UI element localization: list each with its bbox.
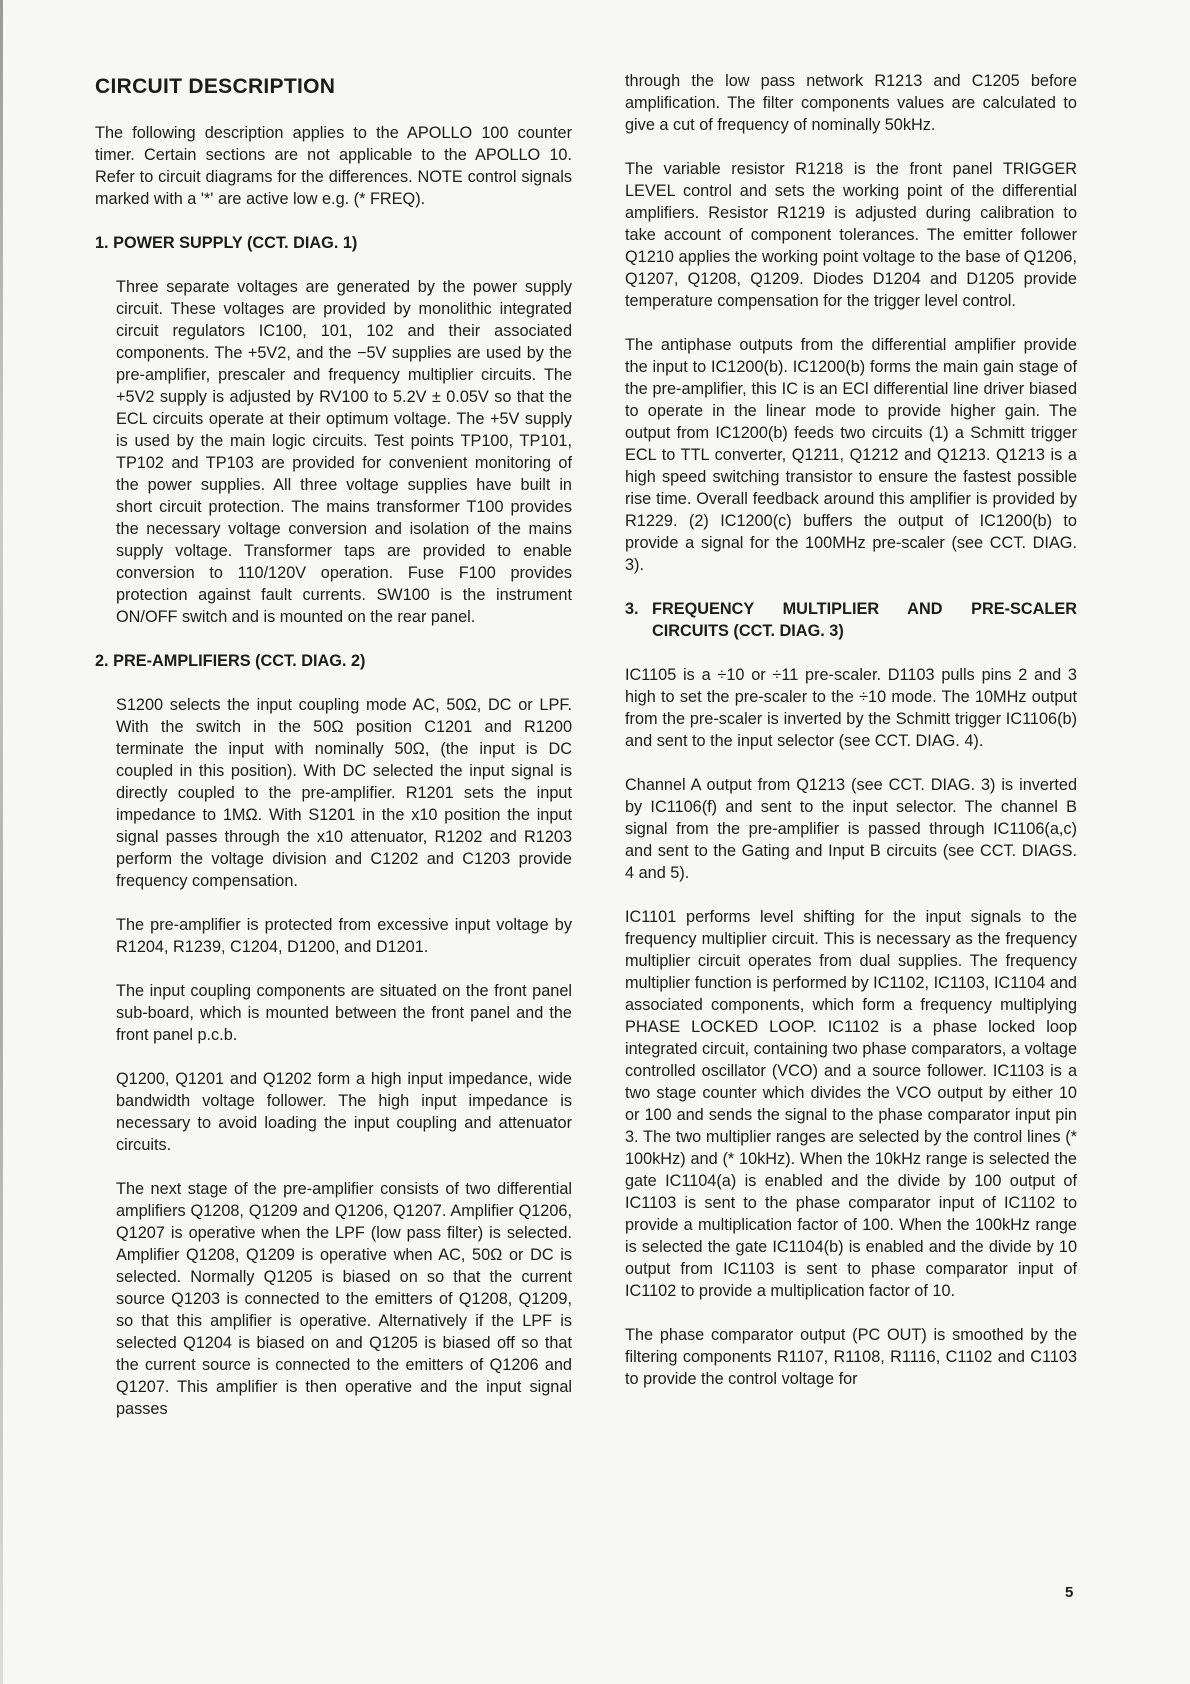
section-2-paragraph-4: Q1200, Q1201 and Q1202 form a high input impedance, wide bandwidth voltage follower. The high input impedance is necessary to avoid loading the input coupling and attenuator circuits. (116, 1070, 572, 1154)
page-number: 5 (1065, 1584, 1074, 1601)
left-column (95, 70, 572, 1442)
section-2-paragraph-3: The input coupling components are situated on the front panel sub-board, which is mounted between the front panel and the front panel p.c.b. (116, 982, 572, 1044)
section-2-paragraph-2: The pre-amplifier is protected from excessive input voltage by R1204, R1239, C1204, D1200, and D1201. (116, 916, 572, 956)
page-title: CIRCUIT DESCRIPTION (95, 75, 336, 98)
section-2-continued-paragraph-3: The antiphase outputs from the differential amplifier provide the input to IC1200(b). IC1200(b) forms the main gain stage of the pre-amplifier, this IC is an ECl differential line driver biased to operate in the linear mode to provide higher gain. The output from IC1200(b) feeds two circuits (1) a Schmitt trigger ECL to TTL converter, Q1211, Q1212 and Q1213. Q1213 is a high speed switching transistor to ensure the fastest possible rise time. Overall feedback around this amplifier is provided by R1229. (2) IC1200(c) buffers the output of IC1200(b) to provide a signal for the 100MHz pre-scaler (see CCT. DIAG. 3). (625, 336, 1077, 574)
section-3-paragraph-2: Channel A output from Q1213 (see CCT. DIAG. 3) is inverted by IC1106(f) and sent to the input selector. The channel B signal from the pre-amplifier is passed through IC1106(a,c) and sent to the Gating and Input B circuits (see CCT. DIAGS. 4 and 5). (625, 776, 1077, 882)
section-2-paragraph-1: S1200 selects the input coupling mode AC, 50Ω, DC or LPF. With the switch in the 50Ω position C1201 and R1200 terminate the input with nominally 50Ω, (the input is DC coupled in this position). With DC selected the input signal is directly coupled to the pre-amplifier. R1201 sets the input impedance to 1MΩ. With S1201 in the x10 position the input signal passes through the x10 attenuator, R1202 and R1203 perform the voltage division and C1202 and C1203 provide frequency compensation. (116, 696, 572, 890)
section-2-heading: 2. PRE-AMPLIFIERS (CCT. DIAG. 2) (95, 652, 366, 670)
section-1-heading: 1. POWER SUPPLY (CCT. DIAG. 1) (95, 234, 358, 252)
right-column (625, 70, 1077, 1412)
section-2-paragraph-5: The next stage of the pre-amplifier consists of two differential amplifiers Q1208, Q1209 and Q1206, Q1207. Amplifier Q1206, Q1207 is operative when the LPF (low pass filter) is selected. Amplifier Q1208, Q1209 is operative when AC, 50Ω or DC is selected. Normally Q1205 is biased on so that the current source Q1203 is connected to the emitters of Q1208, Q1209, so that this amplifier is operative. Alternatively if the LPF is selected Q1204 is biased on and Q1205 is biased off so that the current source is connected to the emitters of Q1206 and Q1207. This amplifier is then operative and the input signal passes (116, 1180, 572, 1418)
section-3-paragraph-4: The phase comparator output (PC OUT) is smoothed by the filtering components R1107, R1108, R1116, C1102 and C1103 to provide the control voltage for (625, 1326, 1077, 1388)
section-1-paragraph: Three separate voltages are generated by the power supply circuit. These voltages are provided by monolithic integrated circuit regulators IC100, 101, 102 and their associated components. The +5V2, and the −5V supplies are used by the pre-amplifier, prescaler and frequency multiplier circuits. The +5V2 supply is adjusted by RV100 to 5.2V ± 0.05V so that the ECL circuits operate at their optimum voltage. The +5V supply is used by the main logic circuits. Test points TP100, TP101, TP102 and TP103 are provided for convenient monitoring of the power supplies. All three voltage supplies have built in short circuit protection. The mains transformer T100 provides the necessary voltage conversion and isolation of the mains supply voltage. Transformer taps are provided to enable conversion to 110/120V operation. Fuse F100 provides protection against fault currents. SW100 is the instrument ON/OFF switch and is mounted on the rear panel. (116, 278, 572, 626)
section-3-title: FREQUENCY MULTIPLIER AND PRE-SCALER CIRCUITS (CCT. DIAG. 3) (652, 600, 1077, 640)
intro-paragraph: The following description applies to the APOLLO 100 counter timer. Certain sections are not applicable to the APOLLO 10. Refer to circuit diagrams for the differences. NOTE control signals marked with a '*' are active low e.g. (* FREQ). (95, 124, 572, 208)
section-2-continued-paragraph-1: through the low pass network R1213 and C1205 before amplification. The filter components values are calculated to give a cut of frequency of nominally 50kHz. (625, 72, 1077, 134)
section-3-paragraph-3: IC1101 performs level shifting for the input signals to the frequency multiplier circuit. This is necessary as the frequency multiplier circuit operates from dual supplies. The frequency multiplier function is performed by IC1102, IC1103, IC1104 and associated components, which form a frequency multiplying PHASE LOCKED LOOP. IC1102 is a phase locked loop integrated circuit, containing two phase comparators, a voltage controlled oscillator (VCO) and a source follower. IC1103 is a two stage counter which divides the VCO output by either 10 or 100 and sends the signal to the phase comparator input pin 3. The two multiplier ranges are selected by the control lines (* 100kHz) and (* 10kHz). When the 10kHz range is selected the gate IC1104(a) is enabled and the divide by 100 output of IC1103 is sent to the phase comparator input of IC1102 to provide a multiplication factor of 100. When the 100kHz range is selected the gate IC1104(b) is enabled and the divide by 10 output from IC1103 is sent to phase comparator input of IC1102 to provide a multiplication factor of 10. (625, 908, 1077, 1300)
section-3-heading (625, 598, 1077, 642)
section-3-number: 3. (625, 600, 639, 618)
section-3-paragraph-1: IC1105 is a ÷10 or ÷11 pre-scaler. D1103 pulls pins 2 and 3 high to set the pre-scaler to the ÷10 mode. The 10MHz output from the pre-scaler is inverted by the Schmitt trigger IC1106(b) and sent to the input selector (see CCT. DIAG. 4). (625, 666, 1077, 750)
section-2-continued-paragraph-2: The variable resistor R1218 is the front panel TRIGGER LEVEL control and sets the working point of the differential amplifiers. Resistor R1219 is adjusted during calibration to take account of component tolerances. The emitter follower Q1210 applies the working point voltage to the base of Q1206, Q1207, Q1208, Q1209. Diodes D1204 and D1205 provide temperature compensation for the trigger level control. (625, 160, 1077, 310)
page-edge (0, 0, 3, 1684)
